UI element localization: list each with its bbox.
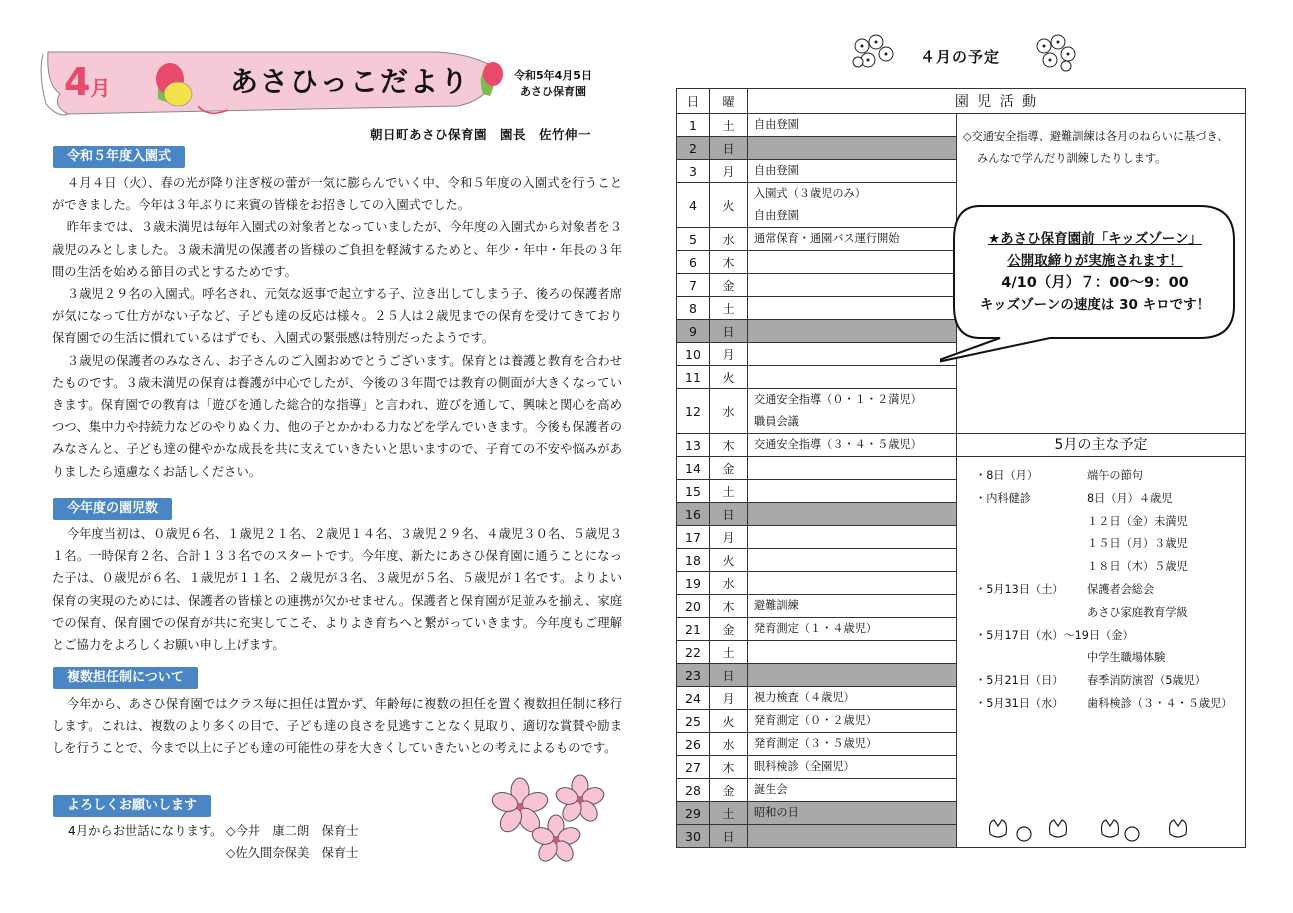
may-event: １２日（金）未満児 <box>1087 514 1188 528</box>
issue-school: あさひ保育園 <box>519 85 586 98</box>
row-dow: 日 <box>710 825 748 848</box>
row-day: 28 <box>677 779 710 802</box>
may-event: 春季消防演習（5歳児） <box>1087 674 1206 688</box>
list-item <box>975 693 1245 716</box>
flower-bunch-icon <box>848 32 898 74</box>
row-dow: 木 <box>710 434 748 457</box>
row-activity <box>748 664 957 687</box>
row-dow: 火 <box>710 183 748 228</box>
row-activity <box>748 114 957 137</box>
row-activity <box>748 160 957 183</box>
paragraph: 今年から、あさひ保育園ではクラス毎に担任は置かず、年齢毎に複数の担任を置く複数担任制に移行します。これは、複数のより多くの目で、子ども達の良さを見逃すことなく見取り、適切な賞賛や励ましを行うことで、今まで以上に子ども達の可能性の芽を大きくしていきたいとの考えによるものです。 <box>52 697 622 756</box>
row-day: 22 <box>677 641 710 664</box>
paragraph: ３歳児の保護者のみなさん、お子さんのご入園おめでとうございます。保育とは養護と教育を合わせたものです。３歳未満児の保育は養護が中心でしたが、今後の３年間では教育の側面が大きくなっていきます。保育園での教育は「遊びを通した総合的な指導」と言われ、遊びを通して、興味と関心を高めつつ、集中力や持続力などのやりぬく力、他の子とかかわる力などを学んでいきます。今後も保護者のみなさんと、子ども達の健やかな成長を共に支えていきたいと思いますので、子育ての不安や悩みがありましたら遠慮なくお話しください。 <box>52 353 622 479</box>
row-day: 26 <box>677 733 710 756</box>
staff-member: ◇今井 康二朗 保育士 <box>226 824 359 838</box>
list-item <box>975 511 1245 534</box>
row-day: 3 <box>677 160 710 183</box>
banner-month <box>64 60 110 104</box>
activity-text: 職員会議 <box>754 415 799 428</box>
notice-time: 4/10（月）７：00～9：00 <box>1001 275 1189 291</box>
may-date <box>975 647 1087 670</box>
list-item <box>975 488 1245 511</box>
row-activity <box>748 137 957 160</box>
activity-text: 自由登園 <box>754 164 799 177</box>
section-heading-enrollment: 令和５年度入園式 <box>53 146 185 168</box>
activity-text: 通常保育・通園バス運行開始 <box>754 232 900 245</box>
paragraph: ４月４日（火）、春の光が降り注ぎ桜の蕾が一気に膨らんでいく中、令和５年度の入園式を行うことができました。今年は３年ぶりに来賓の皆様をお招きしての入園式でした。 <box>52 176 622 213</box>
activity-text: 昭和の日 <box>754 806 799 819</box>
row-day: 1 <box>677 114 710 137</box>
row-dow: 日 <box>710 320 748 343</box>
header-dow: 曜 <box>710 89 748 114</box>
flower-bunch-icon <box>1030 32 1080 74</box>
row-day: 2 <box>677 137 710 160</box>
list-item <box>975 602 1245 625</box>
april-note <box>957 114 1245 170</box>
row-day: 11 <box>677 366 710 389</box>
activity-text: 発育測定（３・５歳児） <box>754 737 878 750</box>
row-day: 24 <box>677 687 710 710</box>
header-day: 日 <box>677 89 710 114</box>
row-dow: 火 <box>710 366 748 389</box>
row-day: 30 <box>677 825 710 848</box>
row-day: 15 <box>677 480 710 503</box>
kids-zone-notice <box>960 228 1230 316</box>
row-day: 21 <box>677 618 710 641</box>
section-heading-children-count: 今年度の園児数 <box>53 498 172 520</box>
list-item <box>975 647 1245 670</box>
may-date: ・5月31日（水） <box>975 696 1064 710</box>
may-event: 歯科検診（３・４・５歳児） <box>1087 696 1233 710</box>
row-day: 13 <box>677 434 710 457</box>
row-dow: 月 <box>710 687 748 710</box>
header-activity: 園 児 活 動 <box>748 89 1246 114</box>
row-dow: 火 <box>710 710 748 733</box>
cherry-blossom-icon <box>488 772 613 867</box>
may-date <box>975 511 1087 534</box>
row-activity <box>748 343 957 366</box>
row-activity <box>748 825 957 848</box>
tulip-border-icon <box>984 814 1204 850</box>
row-activity <box>748 549 957 572</box>
activity-text: 誕生会 <box>754 783 788 796</box>
activity-text: 眼科検診（全園児） <box>754 760 855 773</box>
issue-date: 令和5年4月5日 <box>514 69 592 82</box>
list-item <box>975 533 1245 556</box>
row-activity <box>748 183 957 228</box>
row-activity <box>748 457 957 480</box>
row-dow: 金 <box>710 779 748 802</box>
row-dow: 月 <box>710 343 748 366</box>
row-dow: 火 <box>710 549 748 572</box>
row-activity <box>748 434 957 457</box>
row-activity <box>748 572 957 595</box>
row-day: 29 <box>677 802 710 825</box>
row-activity <box>748 251 957 274</box>
paragraph: ３歳児２９名の入園式。呼名され、元気な返事で起立する子、泣き出してしまう子、後ろの保護者席が気になって仕方がない子など、子ども達の反応は様々。２５人は２歳児までの保育を受けてきており保育園での生活に慣れているはずでも、入園式の緊張感は特別だったようです。 <box>52 287 622 346</box>
row-day: 14 <box>677 457 710 480</box>
row-dow: 日 <box>710 503 748 526</box>
row-activity <box>748 687 957 710</box>
may-date <box>975 602 1087 625</box>
row-activity <box>748 228 957 251</box>
activity-text: 交通安全指導（３・４・５歳児） <box>754 438 922 451</box>
may-event: あさひ家庭教育学級 <box>1087 605 1188 619</box>
row-activity <box>748 274 957 297</box>
row-activity <box>748 710 957 733</box>
notice-line: キッズゾーンの速度は 30 キロです！ <box>979 297 1211 313</box>
month-number: 4 <box>64 60 91 104</box>
section-heading-greeting: よろしくお願いします <box>53 795 211 817</box>
row-activity <box>748 641 957 664</box>
row-dow: 日 <box>710 137 748 160</box>
may-schedule-cell <box>957 434 1246 848</box>
row-dow: 土 <box>710 480 748 503</box>
may-event: 8日（月）４歳児 <box>1087 491 1173 505</box>
table-row <box>677 434 1246 457</box>
may-date: ・5月17日（水）～19日（金） <box>975 628 1134 642</box>
row-dow: 水 <box>710 572 748 595</box>
notice-line: 公開取締りが実施されます！ <box>1007 253 1183 269</box>
may-title: 5月の主な予定 <box>957 434 1245 457</box>
row-day: 7 <box>677 274 710 297</box>
row-day: 27 <box>677 756 710 779</box>
activity-text: 自由登園 <box>754 118 799 131</box>
section-body-children-count <box>52 523 622 656</box>
list-item <box>975 556 1245 579</box>
row-activity <box>748 779 957 802</box>
row-day: 25 <box>677 710 710 733</box>
row-dow: 日 <box>710 664 748 687</box>
month-suffix: 月 <box>90 76 111 100</box>
activity-text: 視力検査（４歳児） <box>754 691 855 704</box>
may-list <box>957 457 1245 716</box>
row-day: 20 <box>677 595 710 618</box>
row-dow: 金 <box>710 457 748 480</box>
row-activity <box>748 595 957 618</box>
row-day: 4 <box>677 183 710 228</box>
row-day: 5 <box>677 228 710 251</box>
row-dow: 水 <box>710 389 748 434</box>
list-item <box>975 579 1245 602</box>
row-activity <box>748 389 957 434</box>
may-date: ・5月21日（日） <box>975 674 1064 688</box>
may-event: 端午の節句 <box>1087 469 1143 482</box>
row-dow: 土 <box>710 641 748 664</box>
row-activity <box>748 756 957 779</box>
list-item <box>975 465 1245 488</box>
row-activity <box>748 297 957 320</box>
row-day: 19 <box>677 572 710 595</box>
newsletter-title: あさひっこだより <box>230 65 471 98</box>
may-date <box>975 556 1087 579</box>
may-event: 中学生職場体験 <box>1087 651 1166 665</box>
row-activity <box>748 802 957 825</box>
row-activity <box>748 526 957 549</box>
issue-info <box>514 68 592 100</box>
author-line: 朝日町あさひ保育園 園長 佐竹伸一 <box>370 127 592 142</box>
note-line: みんなで学んだり訓練したりします。 <box>977 152 1167 165</box>
row-day: 6 <box>677 251 710 274</box>
row-dow: 金 <box>710 274 748 297</box>
row-dow: 土 <box>710 114 748 137</box>
note-line: ◇交通安全指導、避難訓練は各月のねらいに基づき、 <box>963 130 1229 143</box>
row-activity <box>748 503 957 526</box>
staff-member: ◇佐久間奈保美 保育士 <box>226 846 359 860</box>
row-dow: 水 <box>710 228 748 251</box>
may-event: １８日（木）５歳児 <box>1087 560 1188 574</box>
may-date: ・8日（月） <box>975 469 1039 482</box>
activity-text: 交通安全指導（０・１・２満児） <box>754 393 922 406</box>
may-date <box>975 533 1087 556</box>
activity-text: 避難訓練 <box>754 599 799 612</box>
may-date: ・5月13日（土） <box>975 582 1064 596</box>
row-activity <box>748 480 957 503</box>
row-day: 23 <box>677 664 710 687</box>
greeting-intro: 4月からお世話になります。 <box>68 824 223 838</box>
schedule-title: ４月の予定 <box>920 48 1001 66</box>
activity-text: 入園式（３歳児のみ） <box>754 187 866 200</box>
row-dow: 金 <box>710 618 748 641</box>
may-event: １５日（月）３歳児 <box>1087 537 1188 551</box>
may-event: 保護者会総会 <box>1087 582 1155 596</box>
row-day: 8 <box>677 297 710 320</box>
section-body-multi-teacher <box>52 693 622 760</box>
row-dow: 水 <box>710 733 748 756</box>
row-dow: 土 <box>710 802 748 825</box>
activity-text: 自由登園 <box>754 209 799 222</box>
staff-list <box>226 820 358 864</box>
row-day: 10 <box>677 343 710 366</box>
row-dow: 月 <box>710 526 748 549</box>
row-day: 12 <box>677 389 710 434</box>
row-day: 17 <box>677 526 710 549</box>
row-activity <box>748 366 957 389</box>
paragraph: 昨年までは、３歳未満児は毎年入園式の対象者となっていましたが、今年度の入園式から対象者を３歳児のみとしました。３歳未満児の保護者の皆様のご負担を軽減するためと、年少・年中・年長の３年間の生活を始める節目の式とするためです。 <box>52 220 622 279</box>
notice-line: ★あさひ保育園前「キッズゾーン」 <box>987 231 1203 247</box>
section-body-enrollment <box>52 172 622 483</box>
paragraph: 今年度当初は、０歳児６名、１歳児２１名、２歳児１４名、３歳児２９名、４歳児３０名、５歳児３１名。一時保育２名、合計１３３名でのスタートです。今年度、新たにあさひ保育園に通うことになった子は、０歳児が６名、１歳児が１１名、２歳児が３名、３歳児が５名、５歳児が１名です。よりよい保育の実現のためには、保護者の皆様との連携が欠かせません。保護者と保育園が足並みを揃え、家庭での保育、保育園での保育が共に充実してこそ、よりよき育ちへと繋がっていきます。今年度もご理解とご協力をよろしくお願い申し上げます。 <box>52 527 622 653</box>
row-dow: 土 <box>710 297 748 320</box>
section-heading-multi-teacher: 複数担任制について <box>53 667 198 689</box>
row-dow: 木 <box>710 251 748 274</box>
row-day: 9 <box>677 320 710 343</box>
row-activity <box>748 320 957 343</box>
may-date: ・内科健診 <box>975 491 1031 505</box>
row-activity <box>748 733 957 756</box>
row-dow: 月 <box>710 160 748 183</box>
row-day: 18 <box>677 549 710 572</box>
table-header-row <box>677 89 1246 114</box>
activity-text: 発育測定（１・４歳児） <box>754 622 878 635</box>
list-item <box>975 670 1245 693</box>
row-dow: 木 <box>710 595 748 618</box>
row-day: 16 <box>677 503 710 526</box>
row-activity <box>748 618 957 641</box>
table-row <box>677 114 1246 137</box>
list-item <box>975 625 1245 648</box>
activity-text: 発育測定（０・２歳児） <box>754 714 878 727</box>
row-dow: 木 <box>710 756 748 779</box>
